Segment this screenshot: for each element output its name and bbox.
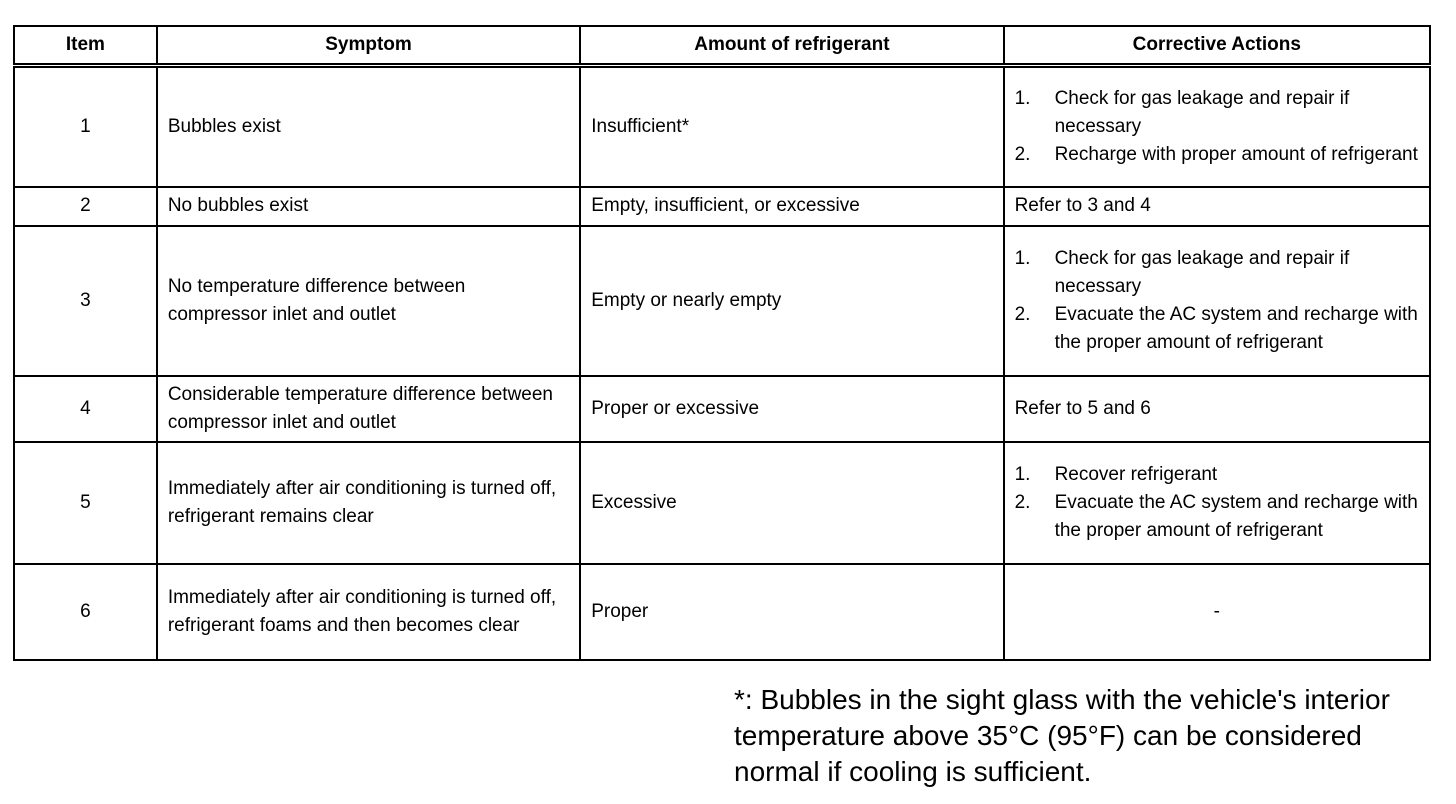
symptom-cell: Considerable temperature difference between compressor inlet and outlet [157,376,580,442]
list-number: 2. [1014,491,1031,513]
action-text: Recharge with proper amount of refrigerant [1054,143,1418,165]
action-text: Check for gas leakage and repair if necessary [1054,87,1350,137]
amount-cell: Empty, insufficient, or excessive [580,187,1003,226]
list-number: 1. [1014,87,1031,109]
list-number: 1. [1014,247,1031,269]
item-number: 6 [14,564,157,660]
action-item [1015,301,1419,357]
table-row [14,66,1430,187]
symptom-cell: Immediately after air conditioning is turned off, refrigerant remains clear [157,442,580,564]
symptom-cell: No bubbles exist [157,187,580,226]
action-item [1015,461,1419,489]
actions-cell [1004,226,1430,376]
action-text: Recover refrigerant [1054,463,1218,485]
header-symptom: Symptom [157,26,580,66]
header-amount: Amount of refrigerant [580,26,1003,66]
symptom-cell: Bubbles exist [157,66,580,187]
action-text: Check for gas leakage and repair if necessary [1054,247,1350,297]
table-row [14,564,1430,660]
table-row [14,187,1430,226]
item-number: 2 [14,187,157,226]
amount-cell: Empty or nearly empty [580,226,1003,376]
actions-cell [1004,66,1430,187]
table-row [14,442,1430,564]
action-text: Evacuate the AC system and recharge with the proper amount of refrigerant [1054,303,1418,353]
action-item [1015,85,1419,141]
action-item [1015,245,1419,301]
list-number: 2. [1014,143,1031,165]
actions-cell [1004,442,1430,564]
item-number: 4 [14,376,157,442]
list-number: 1. [1014,463,1031,485]
table-row [14,226,1430,376]
symptom-cell: Immediately after air conditioning is turned off, refrigerant foams and then becomes clear [157,564,580,660]
item-number: 5 [14,442,157,564]
amount-cell: Proper [580,564,1003,660]
actions-cell: Refer to 5 and 6 [1004,376,1430,442]
header-actions: Corrective Actions [1004,26,1430,66]
header-item: Item [14,26,157,66]
header-row [14,26,1430,66]
action-text: Evacuate the AC system and recharge with the proper amount of refrigerant [1054,491,1418,541]
amount-cell: Insufficient* [580,66,1003,187]
footnote: *: Bubbles in the sight glass with the vehicle's interior temperature above 35°C (95°F) can be considered normal if cooling is sufficient. [734,684,1390,787]
actions-cell: Refer to 3 and 4 [1004,187,1430,226]
action-item [1015,489,1419,545]
item-number: 1 [14,66,157,187]
symptom-cell: No temperature difference between compressor inlet and outlet [157,226,580,376]
table-row [14,376,1430,442]
list-number: 2. [1014,303,1031,325]
item-number: 3 [14,226,157,376]
amount-cell: Proper or excessive [580,376,1003,442]
refrigerant-diagnosis-table [13,25,1431,661]
amount-cell: Excessive [580,442,1003,564]
action-item [1015,141,1419,169]
actions-cell: - [1004,564,1430,660]
